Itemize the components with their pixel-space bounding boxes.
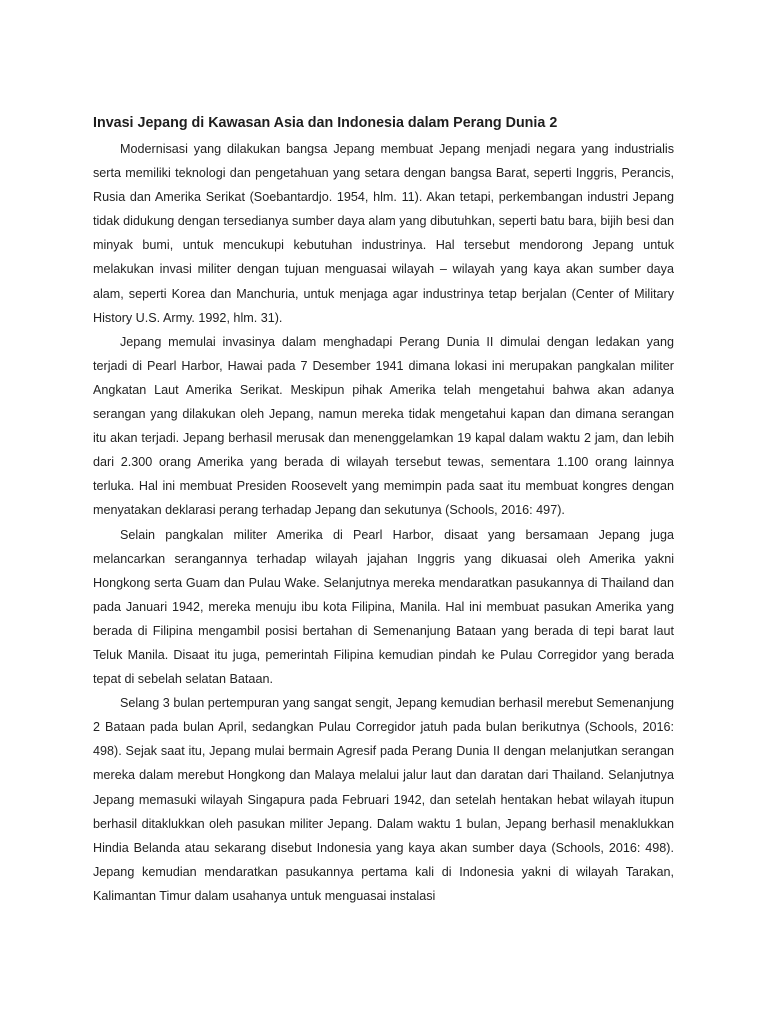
document-title: Invasi Jepang di Kawasan Asia dan Indonesia dalam Perang Dunia 2 — [93, 115, 558, 131]
paragraph-1: Modernisasi yang dilakukan bangsa Jepang membuat Jepang menjadi negara yang industrialis serta memiliki teknologi dan pengetahuan yang setara dengan bangsa Barat, seperti Inggris, Perancis, Rusia dan Amerika Serikat (Soebantardjo. 1954, hlm. 11). Akan tetapi, perkembangan industri Jepang tidak didukung dengan tersedianya sumber daya alam yang dibutuhkan, seperti batu bara, bijih besi dan minyak bumi, untuk mencukupi kebutuhan industrinya. Hal tersebut mendorong Jepang untuk melakukan invasi militer dengan tujuan menguasai wilayah – wilayah yang kaya akan sumber daya alam, seperti Korea dan Manchuria, untuk menjaga agar industrinya tetap berjalan (Center of Military History U.S. Army. 1992, hlm. 31). — [93, 142, 674, 325]
paragraph-3: Selain pangkalan militer Amerika di Pearl Harbor, disaat yang bersamaan Jepang juga melancarkan serangannya terhadap wilayah jajahan Inggris yang dikuasai oleh Amerika yakni Hongkong serta Guam dan Pulau Wake. Selanjutnya mereka mendaratkan pasukannya di Thailand dan pada Januari 1942, mereka menuju ibu kota Filipina, Manila. Hal ini membuat pasukan Amerika yang berada di Filipina mengambil posisi bertahan di Semenanjung Bataan yang berada di tepi barat laut Teluk Manila. Disaat itu juga, pemerintah Filipina kemudian pindah ke Pulau Corregidor yang berada tepat di sebelah selatan Bataan. — [93, 527, 674, 687]
paragraph-4: Selang 3 bulan pertempuran yang sangat sengit, Jepang kemudian berhasil merebut Semenanjung 2 Bataan pada bulan April, sedangkan Pulau Corregidor jatuh pada bulan berikutnya (Schools, 2016: 498). Sejak saat itu, Jepang mulai bermain Agresif pada Perang Dunia II dengan melanjutkan serangan mereka dalam merebut Hongkong dan Malaya melalui jalur laut dan daratan dari Thailand. Selanjutnya Jepang memasuki wilayah Singapura pada Februari 1942, dan setelah hentakan hebat wilayah itupun berhasil ditaklukkan oleh pasukan militer Jepang. Dalam waktu 1 bulan, Jepang berhasil menaklukkan Hindia Belanda atau sekarang disebut Indonesia yang kaya akan sumber daya (Schools, 2016: 498). Jepang kemudian mendaratkan pasukannya pertama kali di Indonesia yakni di wilayah Tarakan, Kalimantan Timur dalam usahanya untuk menguasai instalasi — [93, 696, 674, 903]
paragraph-2: Jepang memulai invasinya dalam menghadapi Perang Dunia II dimulai dengan ledakan yang terjadi di Pearl Harbor, Hawai pada 7 Desember 1941 dimana lokasi ini merupakan pangkalan militer Angkatan Laut Amerika Serikat. Meskipun pihak Amerika telah mengetahui bahwa akan adanya serangan yang dilakukan oleh Jepang, namun mereka tidak mengetahui kapan dan dimana serangan itu akan terjadi. Jepang berhasil merusak dan menenggelamkan 19 kapal dalam waktu 2 jam, dan lebih dari 2.300 orang Amerika yang berada di wilayah tersebut tewas, sementara 1.100 orang lainnya terluka. Hal ini membuat Presiden Roosevelt yang memimpin pada saat itu membuat kongres dengan menyatakan deklarasi perang terhadap Jepang dan sekutunya (Schools, 2016: 497). — [93, 334, 674, 518]
document-body — [93, 111, 674, 908]
